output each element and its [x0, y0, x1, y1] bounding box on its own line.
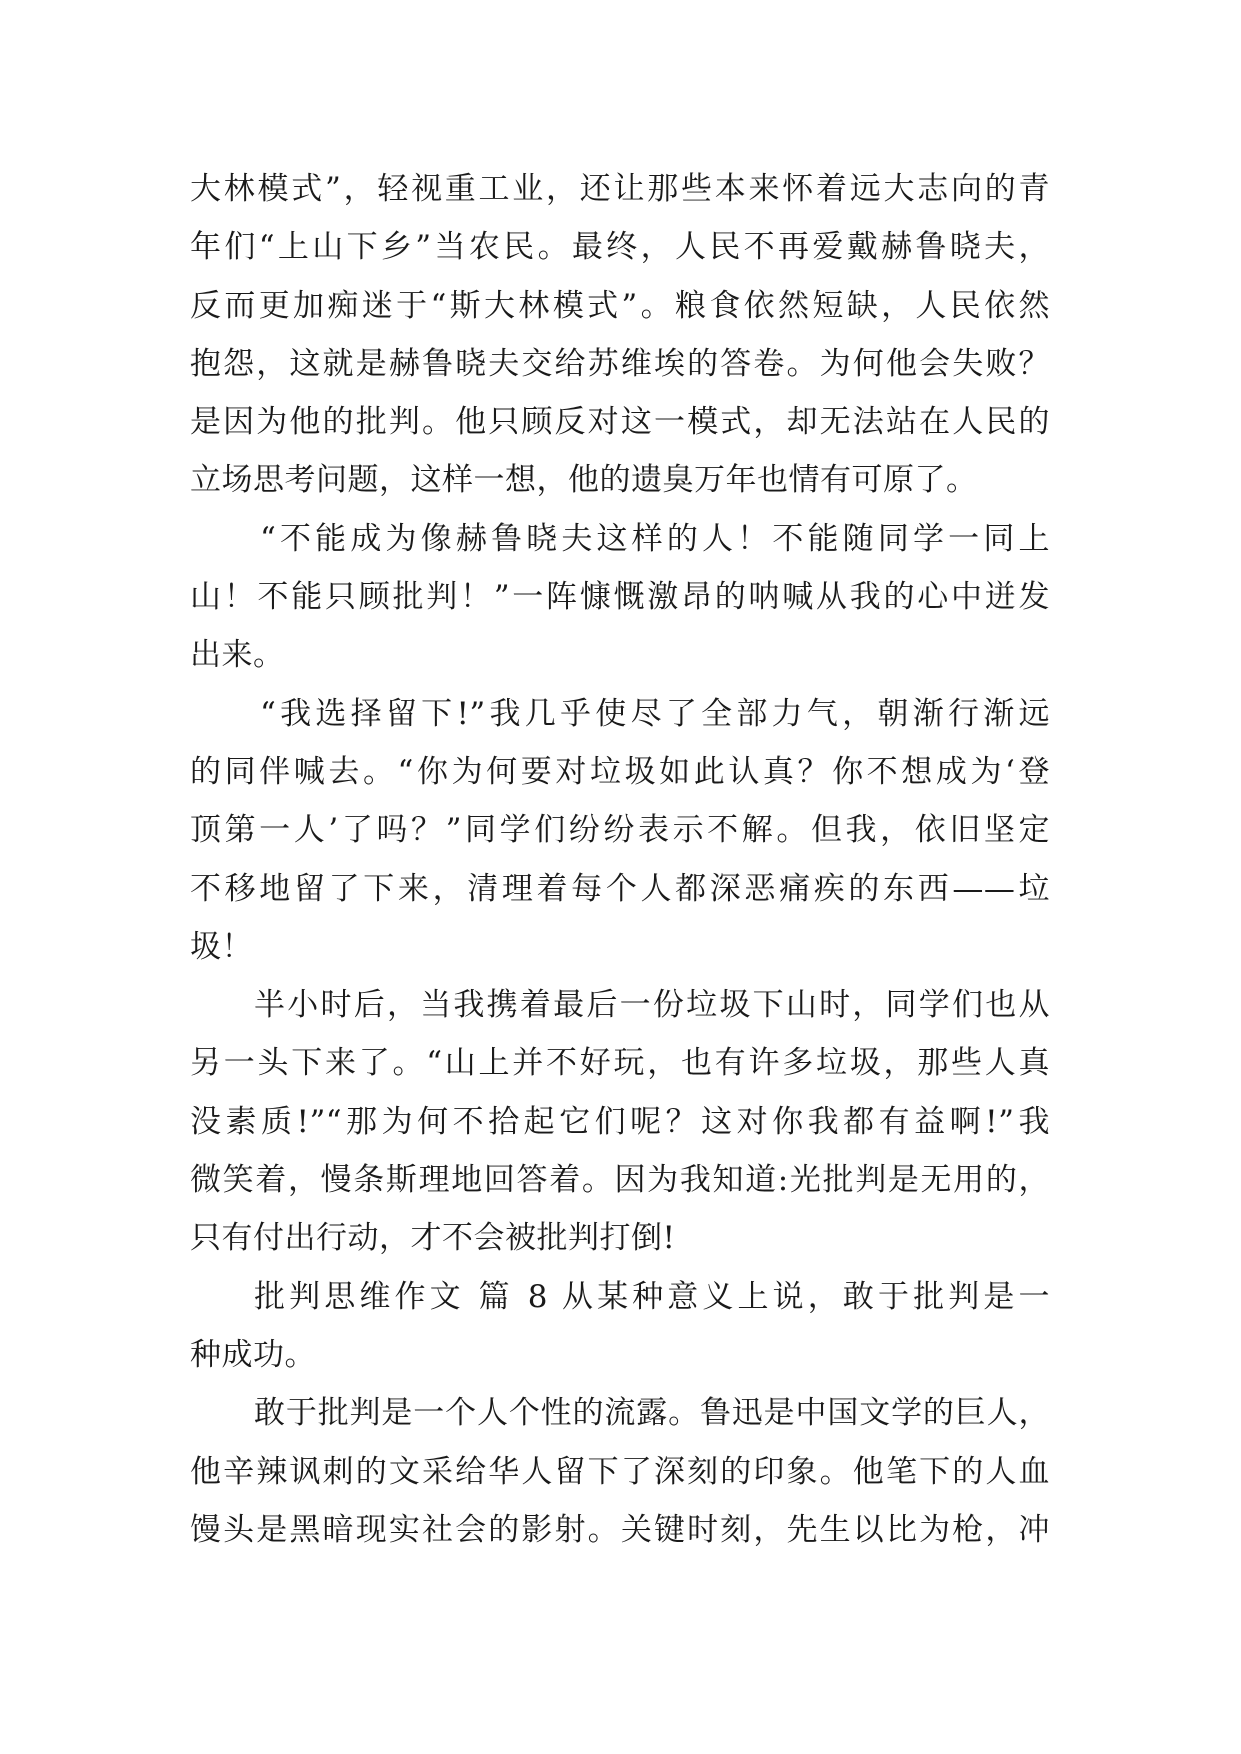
text-line: “我选择留下!”我几乎使尽了全部力气，朝渐行渐远: [260, 695, 1050, 732]
text-line: 只有付出行动，才不会被批判打倒!: [190, 1220, 676, 1257]
text-line: 圾！: [190, 928, 253, 965]
essay-body: [190, 160, 1050, 1559]
text-line: 是因为他的批判。他只顾反对这一模式，却无法站在人民的: [190, 404, 1050, 441]
text-line: 山！不能只顾批判！”一阵慷慨激昂的呐喊从我的心中迸发: [190, 579, 1050, 616]
text-line: 的同伴喊去。“你为何要对垃圾如此认真？你不想成为‘登: [190, 753, 1050, 790]
text-line: 大林模式”，轻视重工业，还让那些本来怀着远大志向的青: [190, 171, 1050, 207]
text-line: 没素质!”“那为何不拾起它们呢？这对你我都有益啊!”我: [190, 1103, 1050, 1140]
text-line: 反而更加痴迷于“斯大林模式”。粮食依然短缺，人民依然: [190, 287, 1050, 324]
text-line: 种成功。: [190, 1336, 316, 1373]
text-line: 批判思维作文 篇 8 从某种意义上说，敢于批判是一: [254, 1278, 1050, 1315]
text-line: 半小时后，当我携着最后一份垃圾下山时，同学们也从: [254, 987, 1050, 1024]
text-line: 他辛辣讽刺的文采给华人留下了深刻的印象。他笔下的人血: [190, 1453, 1050, 1490]
text-line: 立场思考问题，这样一想，他的遗臭万年也情有可原了。: [190, 462, 978, 499]
text-line: 顶第一人’了吗？”同学们纷纷表示不解。但我，依旧坚定: [190, 812, 1050, 849]
text-line: 不移地留了下来，清理着每个人都深恶痛疾的东西——垃: [190, 870, 1050, 907]
text-line: 抱怨，这就是赫鲁晓夫交给苏维埃的答卷。为何他会失败？: [190, 345, 1050, 382]
text-line: 出来。: [190, 637, 285, 674]
text-line: “不能成为像赫鲁晓夫这样的人！不能随同学一同上: [260, 520, 1050, 557]
text-line: 敢于批判是一个人个性的流露。鲁迅是中国文学的巨人，: [254, 1395, 1050, 1432]
text-line: 馒头是黑暗现实社会的影射。关键时刻，先生以比为枪，冲: [190, 1511, 1050, 1548]
text-line: 另一头下来了。“山上并不好玩，也有许多垃圾，那些人真: [190, 1045, 1050, 1082]
text-line: 微笑着，慢条斯理地回答着。因为我知道:光批判是无用的，: [190, 1162, 1050, 1199]
text-line: 年们“上山下乡”当农民。最终，人民不再爱戴赫鲁晓夫，: [190, 229, 1050, 266]
